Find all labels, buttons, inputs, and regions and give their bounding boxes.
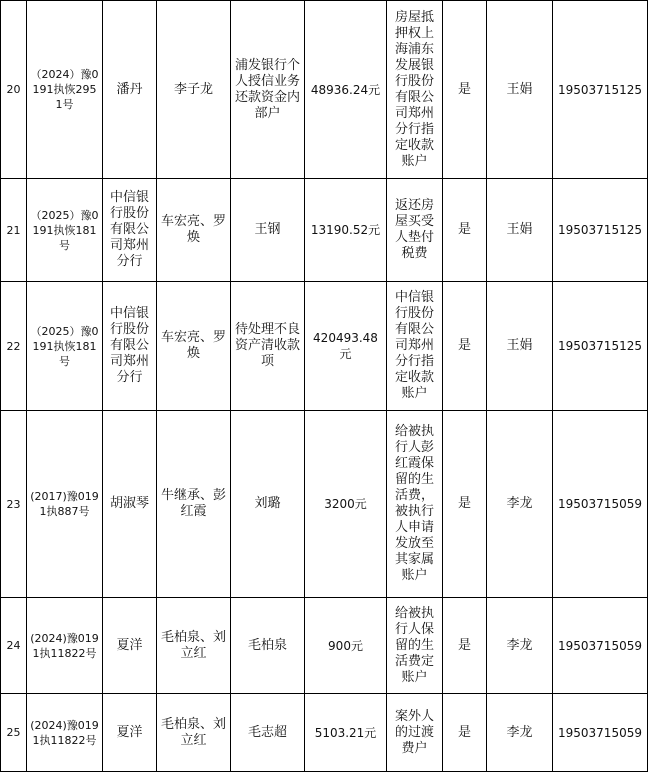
row-number: 21 [1, 179, 27, 282]
applicant: 中信银行股份有限公司郑州分行 [103, 179, 157, 282]
row-number: 20 [1, 1, 27, 179]
table-row [1, 411, 648, 598]
table-row [1, 1, 648, 179]
applicant: 夏洋 [103, 598, 157, 694]
handler: 李龙 [487, 411, 553, 598]
phone: 19503715125 [553, 1, 648, 179]
applicant: 中信银行股份有限公司郑州分行 [103, 282, 157, 411]
note: 返还房屋买受人垫付税费 [387, 179, 443, 282]
amount: 3200元 [305, 411, 387, 598]
table-row [1, 282, 648, 411]
table-row [1, 179, 648, 282]
payee: 毛柏泉 [231, 598, 305, 694]
respondent: 牛继承、彭红霞 [157, 411, 231, 598]
handler: 王娟 [487, 179, 553, 282]
respondent: 车宏亮、罗焕 [157, 282, 231, 411]
note: 中信银行股份有限公司郑州分行指定收款账户 [387, 282, 443, 411]
case-number: (2024)豫0191执11822号 [27, 598, 103, 694]
handler: 李龙 [487, 694, 553, 772]
applicant: 潘丹 [103, 1, 157, 179]
confirmed: 是 [443, 598, 487, 694]
table-row [1, 694, 648, 772]
amount: 13190.52元 [305, 179, 387, 282]
payee: 待处理不良资产清收款项 [231, 282, 305, 411]
phone: 19503715125 [553, 179, 648, 282]
amount: 48936.24元 [305, 1, 387, 179]
note: 给被执行人彭红霞保留的生活费，被执行人申请发放至其家属账户 [387, 411, 443, 598]
confirmed: 是 [443, 411, 487, 598]
confirmed: 是 [443, 694, 487, 772]
respondent: 李子龙 [157, 1, 231, 179]
respondent: 毛柏泉、刘立红 [157, 694, 231, 772]
phone: 19503715059 [553, 411, 648, 598]
phone: 19503715059 [553, 598, 648, 694]
case-number: （2025）豫0191执恢181号 [27, 179, 103, 282]
phone: 19503715125 [553, 282, 648, 411]
respondent: 车宏亮、罗焕 [157, 179, 231, 282]
confirmed: 是 [443, 282, 487, 411]
payee: 王钢 [231, 179, 305, 282]
payee: 浦发银行个人授信业务还款资金内部户 [231, 1, 305, 179]
amount: 420493.48元 [305, 282, 387, 411]
case-number: (2024)豫0191执11822号 [27, 694, 103, 772]
payee: 刘璐 [231, 411, 305, 598]
applicant: 胡淑琴 [103, 411, 157, 598]
handler: 王娟 [487, 282, 553, 411]
case-number: (2017)豫0191执887号 [27, 411, 103, 598]
row-number: 22 [1, 282, 27, 411]
handler: 王娟 [487, 1, 553, 179]
phone: 19503715059 [553, 694, 648, 772]
row-number: 24 [1, 598, 27, 694]
note: 案外人的过渡费户 [387, 694, 443, 772]
handler: 李龙 [487, 598, 553, 694]
table-row [1, 598, 648, 694]
row-number: 25 [1, 694, 27, 772]
confirmed: 是 [443, 1, 487, 179]
respondent: 毛柏泉、刘立红 [157, 598, 231, 694]
confirmed: 是 [443, 179, 487, 282]
applicant: 夏洋 [103, 694, 157, 772]
case-number: （2024）豫0191执恢2951号 [27, 1, 103, 179]
amount: 900元 [305, 598, 387, 694]
amount: 5103.21元 [305, 694, 387, 772]
row-number: 23 [1, 411, 27, 598]
note: 给被执行人保留的生活费定账户 [387, 598, 443, 694]
case-number: （2025）豫0191执恢181号 [27, 282, 103, 411]
note: 房屋抵押权上海浦东发展银行股份有限公司郑州分行指定收款账户 [387, 1, 443, 179]
payee: 毛志超 [231, 694, 305, 772]
